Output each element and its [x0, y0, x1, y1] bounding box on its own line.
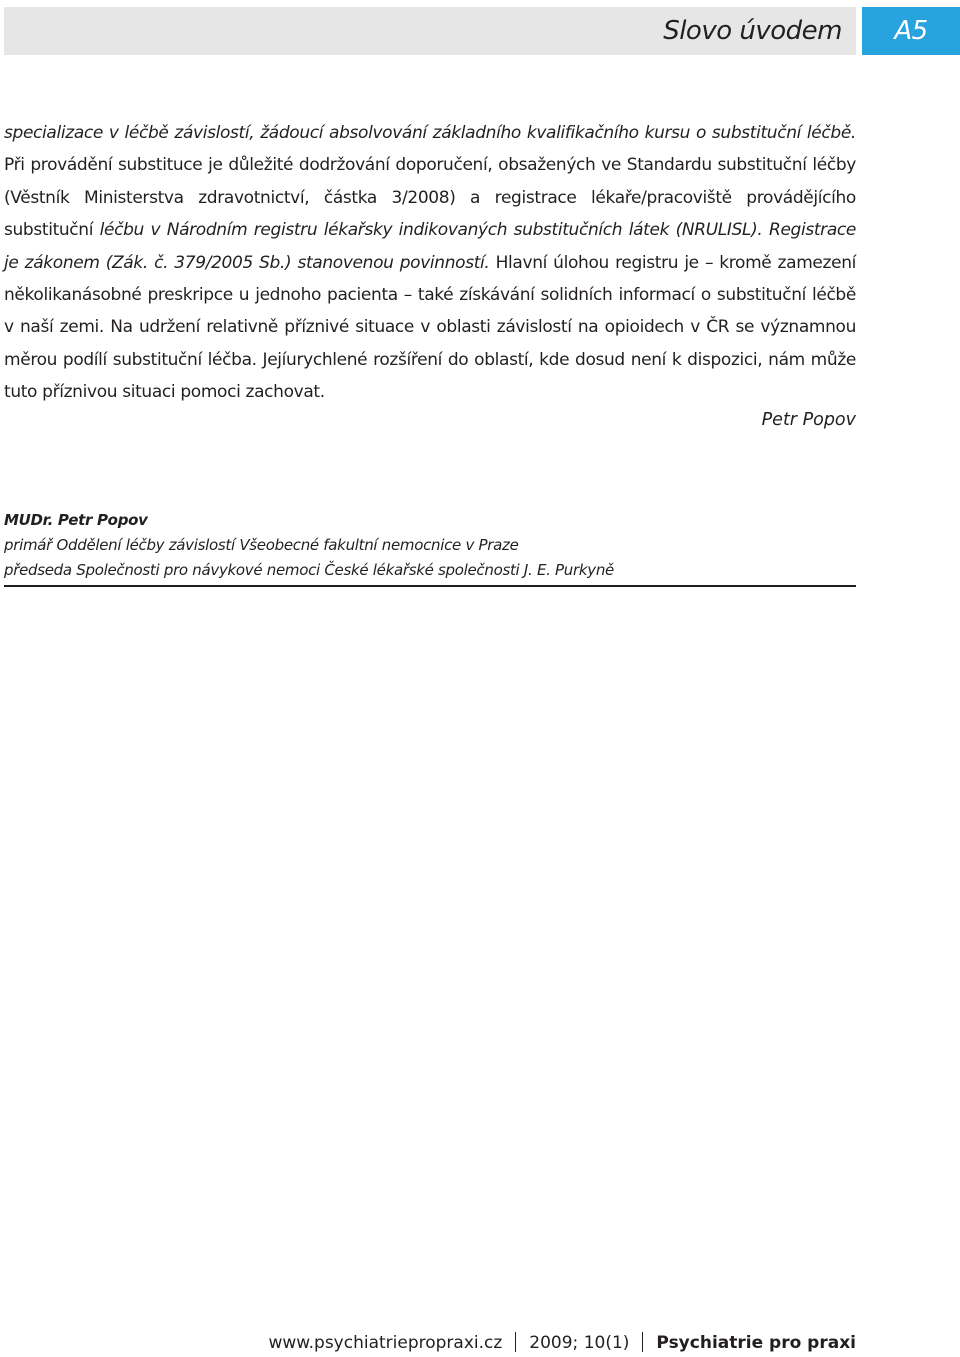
footer-website: www.psychiatriepropraxi.cz — [268, 1333, 503, 1353]
article-signature: Petr Popov — [761, 410, 856, 430]
footer-separator — [642, 1332, 643, 1352]
paragraph-segment: Hlavní úlohou registru je – kromě zamezení několikanásobné preskripce u jednoho pacienta – také získávání solidních informací o substituční léčbě v naší zemi. Na udržení relativně příznivé situace v oblasti závislostí na opioidech v ČR se významnou měrou podílí substituční léčba. Jejíurychlené rozšíření do oblastí, kde dosud není k dispozici, nám může tuto příznivou situaci pomoci zachovat. — [4, 252, 856, 403]
author-affiliation: primář Oddělení léčby závislostí Všeobecné fakultní nemocnice v Praze — [4, 536, 519, 554]
paragraph-segment: Při provádění substituce je důležité dodržování doporučení, obsažených ve Standardu substituční léčby (Věstník Ministerstva zdravotnictví, částka 3/2008) a registrace lékaře/pracoviště provádějícího substituční — [4, 155, 856, 241]
author-name: MUDr. Petr Popov — [4, 511, 148, 529]
section-title: Slovo úvodem — [663, 16, 842, 46]
footer-journal: Psychiatrie pro praxi — [656, 1333, 856, 1353]
page-number-badge — [862, 7, 960, 55]
paragraph-segment: léčbu v Národním registru lékařsky indikovaných substitučních látek (NRULISL). Registrace je zákonem (Zák. č. 379/2005 Sb.) stanovenou povinností. — [4, 220, 856, 273]
page-footer — [268, 1330, 856, 1356]
footer-separator — [515, 1332, 516, 1352]
section-header — [4, 7, 856, 55]
author-info — [4, 508, 856, 583]
author-divider — [4, 585, 856, 587]
footer-issue: 2009; 10(1) — [529, 1333, 630, 1353]
paragraph-segment: specializace v léčbě závislostí, žádoucí absolvování základního kvalifikačního kursu o substituční léčbě. — [4, 123, 856, 143]
article-body — [4, 117, 856, 409]
page-number: A5 — [894, 16, 928, 46]
author-affiliation: předseda Společnosti pro návykové nemoci České lékařské společnosti J. E. Purkyně — [4, 561, 614, 579]
